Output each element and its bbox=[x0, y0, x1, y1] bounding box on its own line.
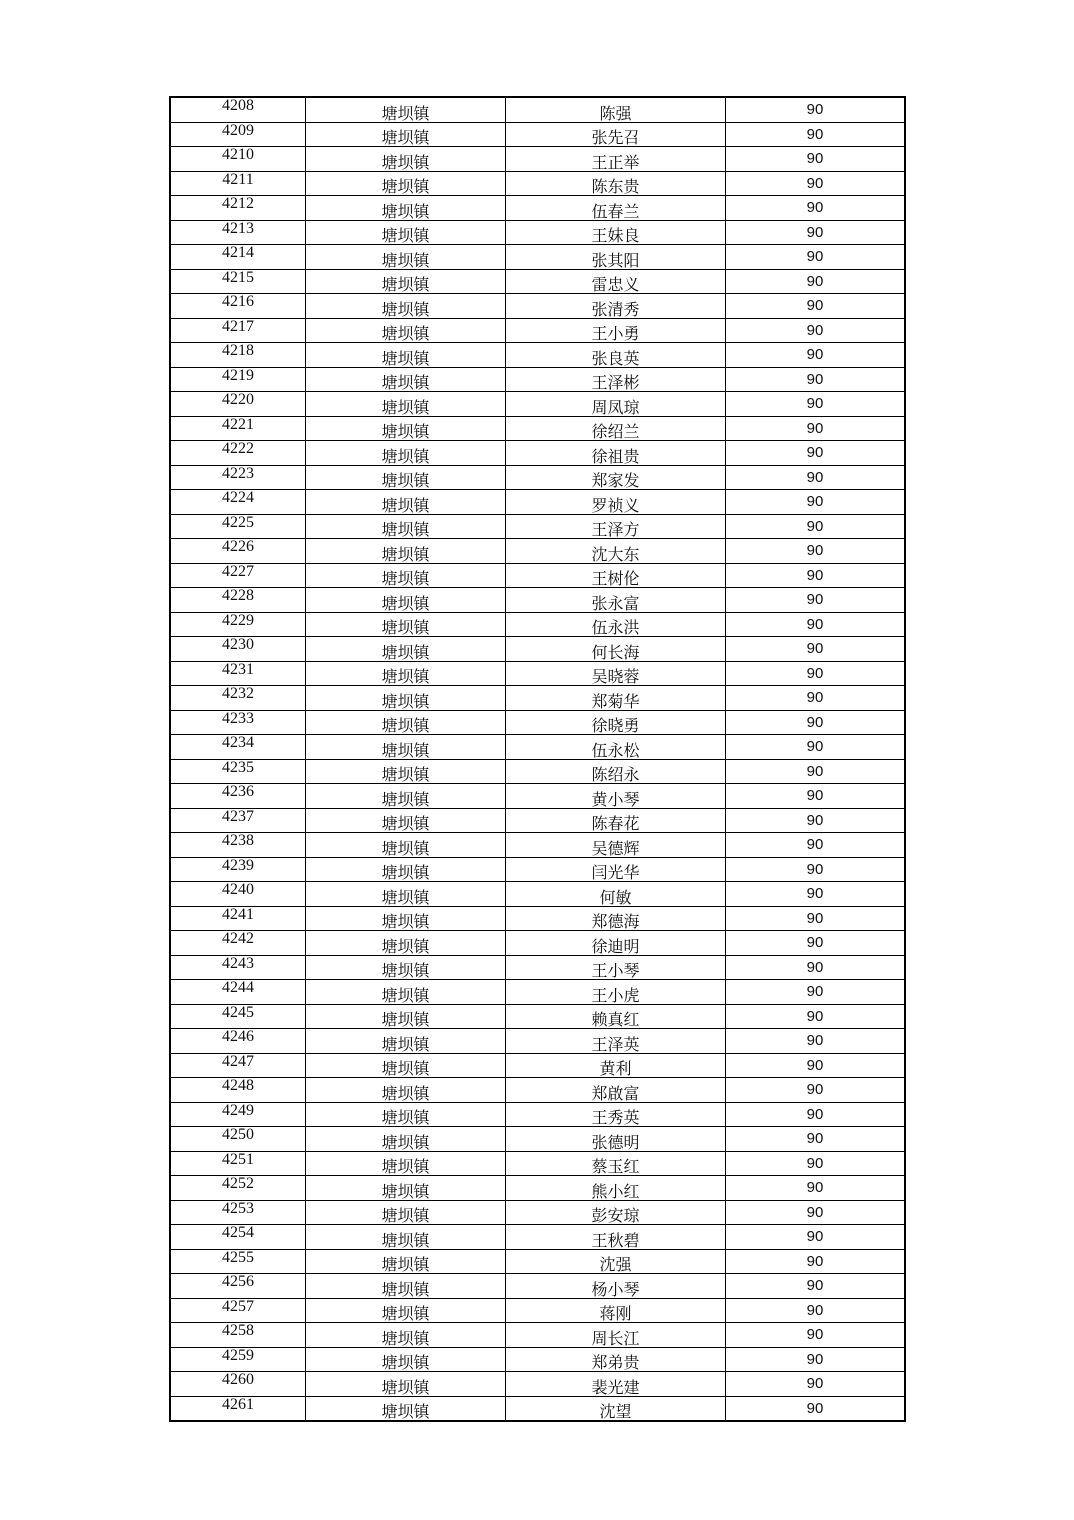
town-cell: 塘坝镇 bbox=[306, 588, 506, 613]
row-number-cell: 4235 bbox=[170, 759, 306, 784]
row-number-cell: 4227 bbox=[170, 563, 306, 588]
name-cell: 杨小琴 bbox=[506, 1274, 726, 1299]
name-cell: 伍永洪 bbox=[506, 612, 726, 637]
row-number-cell: 4261 bbox=[170, 1396, 306, 1421]
row-number-cell: 4229 bbox=[170, 612, 306, 637]
table-row bbox=[170, 1372, 905, 1397]
table-row bbox=[170, 1127, 905, 1152]
table-row bbox=[170, 1298, 905, 1323]
amount-cell: 90 bbox=[726, 269, 906, 294]
table-row bbox=[170, 343, 905, 368]
amount-cell: 90 bbox=[726, 808, 906, 833]
amount-cell: 90 bbox=[726, 1396, 906, 1421]
name-cell: 陈春花 bbox=[506, 808, 726, 833]
row-number-cell: 4236 bbox=[170, 784, 306, 809]
amount-cell: 90 bbox=[726, 980, 906, 1005]
amount-cell: 90 bbox=[726, 1298, 906, 1323]
amount-cell: 90 bbox=[726, 1102, 906, 1127]
town-cell: 塘坝镇 bbox=[306, 955, 506, 980]
row-number-cell: 4252 bbox=[170, 1176, 306, 1201]
town-cell: 塘坝镇 bbox=[306, 661, 506, 686]
name-cell: 沈强 bbox=[506, 1249, 726, 1274]
amount-cell: 90 bbox=[726, 710, 906, 735]
name-cell: 蔡玉红 bbox=[506, 1151, 726, 1176]
name-cell: 彭安琼 bbox=[506, 1200, 726, 1225]
table-row bbox=[170, 1347, 905, 1372]
town-cell: 塘坝镇 bbox=[306, 294, 506, 319]
row-number-cell: 4217 bbox=[170, 318, 306, 343]
row-number-cell: 4215 bbox=[170, 269, 306, 294]
town-cell: 塘坝镇 bbox=[306, 833, 506, 858]
town-cell: 塘坝镇 bbox=[306, 1127, 506, 1152]
row-number-cell: 4253 bbox=[170, 1200, 306, 1225]
town-cell: 塘坝镇 bbox=[306, 416, 506, 441]
row-number-cell: 4241 bbox=[170, 906, 306, 931]
amount-cell: 90 bbox=[726, 882, 906, 907]
name-cell: 郑啟富 bbox=[506, 1078, 726, 1103]
table-row bbox=[170, 416, 905, 441]
name-cell: 王秀英 bbox=[506, 1102, 726, 1127]
table-row bbox=[170, 686, 905, 711]
town-cell: 塘坝镇 bbox=[306, 1029, 506, 1054]
name-cell: 郑菊华 bbox=[506, 686, 726, 711]
town-cell: 塘坝镇 bbox=[306, 980, 506, 1005]
table-row bbox=[170, 784, 905, 809]
table-row bbox=[170, 1053, 905, 1078]
table-row bbox=[170, 759, 905, 784]
row-number-cell: 4232 bbox=[170, 686, 306, 711]
town-cell: 塘坝镇 bbox=[306, 220, 506, 245]
table-row bbox=[170, 269, 905, 294]
town-cell: 塘坝镇 bbox=[306, 1298, 506, 1323]
amount-cell: 90 bbox=[726, 1347, 906, 1372]
town-cell: 塘坝镇 bbox=[306, 637, 506, 662]
amount-cell: 90 bbox=[726, 392, 906, 417]
row-number-cell: 4260 bbox=[170, 1372, 306, 1397]
town-cell: 塘坝镇 bbox=[306, 1274, 506, 1299]
row-number-cell: 4213 bbox=[170, 220, 306, 245]
name-cell: 陈东贵 bbox=[506, 171, 726, 196]
row-number-cell: 4224 bbox=[170, 490, 306, 515]
town-cell: 塘坝镇 bbox=[306, 122, 506, 147]
row-number-cell: 4245 bbox=[170, 1004, 306, 1029]
amount-cell: 90 bbox=[726, 1029, 906, 1054]
amount-cell: 90 bbox=[726, 735, 906, 760]
name-cell: 王泽方 bbox=[506, 514, 726, 539]
row-number-cell: 4220 bbox=[170, 392, 306, 417]
row-number-cell: 4238 bbox=[170, 833, 306, 858]
table-row bbox=[170, 367, 905, 392]
amount-cell: 90 bbox=[726, 1053, 906, 1078]
town-cell: 塘坝镇 bbox=[306, 808, 506, 833]
table-row bbox=[170, 1225, 905, 1250]
amount-cell: 90 bbox=[726, 1372, 906, 1397]
amount-cell: 90 bbox=[726, 1004, 906, 1029]
town-cell: 塘坝镇 bbox=[306, 1078, 506, 1103]
town-cell: 塘坝镇 bbox=[306, 1372, 506, 1397]
amount-cell: 90 bbox=[726, 122, 906, 147]
town-cell: 塘坝镇 bbox=[306, 1249, 506, 1274]
name-cell: 吴晓蓉 bbox=[506, 661, 726, 686]
row-number-cell: 4210 bbox=[170, 147, 306, 172]
name-cell: 王小琴 bbox=[506, 955, 726, 980]
name-cell: 罗祯义 bbox=[506, 490, 726, 515]
name-cell: 王妹良 bbox=[506, 220, 726, 245]
row-number-cell: 4250 bbox=[170, 1127, 306, 1152]
row-number-cell: 4225 bbox=[170, 514, 306, 539]
table-row bbox=[170, 441, 905, 466]
row-number-cell: 4255 bbox=[170, 1249, 306, 1274]
row-number-cell: 4214 bbox=[170, 245, 306, 270]
table-row bbox=[170, 612, 905, 637]
table-row bbox=[170, 1078, 905, 1103]
town-cell: 塘坝镇 bbox=[306, 686, 506, 711]
name-cell: 王泽彬 bbox=[506, 367, 726, 392]
table-row bbox=[170, 857, 905, 882]
amount-cell: 90 bbox=[726, 441, 906, 466]
table-row bbox=[170, 1102, 905, 1127]
name-cell: 吴德辉 bbox=[506, 833, 726, 858]
row-number-cell: 4254 bbox=[170, 1225, 306, 1250]
name-cell: 何长海 bbox=[506, 637, 726, 662]
name-cell: 周长江 bbox=[506, 1323, 726, 1348]
row-number-cell: 4208 bbox=[170, 97, 306, 122]
row-number-cell: 4246 bbox=[170, 1029, 306, 1054]
town-cell: 塘坝镇 bbox=[306, 343, 506, 368]
name-cell: 王泽英 bbox=[506, 1029, 726, 1054]
town-cell: 塘坝镇 bbox=[306, 1225, 506, 1250]
table-row bbox=[170, 563, 905, 588]
amount-cell: 90 bbox=[726, 294, 906, 319]
table-row bbox=[170, 122, 905, 147]
table-row bbox=[170, 710, 905, 735]
row-number-cell: 4249 bbox=[170, 1102, 306, 1127]
town-cell: 塘坝镇 bbox=[306, 514, 506, 539]
amount-cell: 90 bbox=[726, 367, 906, 392]
amount-cell: 90 bbox=[726, 97, 906, 122]
amount-cell: 90 bbox=[726, 465, 906, 490]
name-cell: 张永富 bbox=[506, 588, 726, 613]
town-cell: 塘坝镇 bbox=[306, 612, 506, 637]
name-cell: 王树伦 bbox=[506, 563, 726, 588]
town-cell: 塘坝镇 bbox=[306, 882, 506, 907]
name-cell: 王小虎 bbox=[506, 980, 726, 1005]
row-number-cell: 4248 bbox=[170, 1078, 306, 1103]
name-cell: 闫光华 bbox=[506, 857, 726, 882]
row-number-cell: 4243 bbox=[170, 955, 306, 980]
town-cell: 塘坝镇 bbox=[306, 563, 506, 588]
town-cell: 塘坝镇 bbox=[306, 147, 506, 172]
town-cell: 塘坝镇 bbox=[306, 318, 506, 343]
town-cell: 塘坝镇 bbox=[306, 97, 506, 122]
town-cell: 塘坝镇 bbox=[306, 539, 506, 564]
name-cell: 王小勇 bbox=[506, 318, 726, 343]
table-row bbox=[170, 1323, 905, 1348]
table-row bbox=[170, 1176, 905, 1201]
amount-cell: 90 bbox=[726, 539, 906, 564]
name-cell: 张先召 bbox=[506, 122, 726, 147]
table-row bbox=[170, 1029, 905, 1054]
town-cell: 塘坝镇 bbox=[306, 1151, 506, 1176]
table-row bbox=[170, 1396, 905, 1421]
town-cell: 塘坝镇 bbox=[306, 171, 506, 196]
town-cell: 塘坝镇 bbox=[306, 857, 506, 882]
subsidy-list-table bbox=[169, 96, 906, 1422]
row-number-cell: 4239 bbox=[170, 857, 306, 882]
table-row bbox=[170, 882, 905, 907]
town-cell: 塘坝镇 bbox=[306, 490, 506, 515]
name-cell: 熊小红 bbox=[506, 1176, 726, 1201]
row-number-cell: 4256 bbox=[170, 1274, 306, 1299]
town-cell: 塘坝镇 bbox=[306, 1323, 506, 1348]
name-cell: 王秋碧 bbox=[506, 1225, 726, 1250]
amount-cell: 90 bbox=[726, 563, 906, 588]
table-row bbox=[170, 539, 905, 564]
town-cell: 塘坝镇 bbox=[306, 906, 506, 931]
town-cell: 塘坝镇 bbox=[306, 931, 506, 956]
name-cell: 周凤琼 bbox=[506, 392, 726, 417]
amount-cell: 90 bbox=[726, 661, 906, 686]
name-cell: 黄利 bbox=[506, 1053, 726, 1078]
town-cell: 塘坝镇 bbox=[306, 441, 506, 466]
name-cell: 徐迪明 bbox=[506, 931, 726, 956]
amount-cell: 90 bbox=[726, 612, 906, 637]
town-cell: 塘坝镇 bbox=[306, 784, 506, 809]
table-row bbox=[170, 661, 905, 686]
amount-cell: 90 bbox=[726, 1200, 906, 1225]
row-number-cell: 4244 bbox=[170, 980, 306, 1005]
name-cell: 何敏 bbox=[506, 882, 726, 907]
amount-cell: 90 bbox=[726, 318, 906, 343]
name-cell: 王正举 bbox=[506, 147, 726, 172]
amount-cell: 90 bbox=[726, 906, 906, 931]
name-cell: 徐绍兰 bbox=[506, 416, 726, 441]
row-number-cell: 4251 bbox=[170, 1151, 306, 1176]
town-cell: 塘坝镇 bbox=[306, 710, 506, 735]
name-cell: 郑弟贵 bbox=[506, 1347, 726, 1372]
town-cell: 塘坝镇 bbox=[306, 465, 506, 490]
amount-cell: 90 bbox=[726, 1127, 906, 1152]
row-number-cell: 4226 bbox=[170, 539, 306, 564]
table-row bbox=[170, 392, 905, 417]
town-cell: 塘坝镇 bbox=[306, 392, 506, 417]
amount-cell: 90 bbox=[726, 1078, 906, 1103]
amount-cell: 90 bbox=[726, 1323, 906, 1348]
row-number-cell: 4257 bbox=[170, 1298, 306, 1323]
amount-cell: 90 bbox=[726, 588, 906, 613]
amount-cell: 90 bbox=[726, 220, 906, 245]
table-row bbox=[170, 514, 905, 539]
row-number-cell: 4212 bbox=[170, 196, 306, 221]
name-cell: 陈强 bbox=[506, 97, 726, 122]
amount-cell: 90 bbox=[726, 637, 906, 662]
table-row bbox=[170, 833, 905, 858]
name-cell: 沈大东 bbox=[506, 539, 726, 564]
table-row bbox=[170, 955, 905, 980]
name-cell: 陈绍永 bbox=[506, 759, 726, 784]
town-cell: 塘坝镇 bbox=[306, 1053, 506, 1078]
amount-cell: 90 bbox=[726, 1249, 906, 1274]
table-row bbox=[170, 318, 905, 343]
name-cell: 张德明 bbox=[506, 1127, 726, 1152]
name-cell: 张其阳 bbox=[506, 245, 726, 270]
amount-cell: 90 bbox=[726, 416, 906, 441]
town-cell: 塘坝镇 bbox=[306, 1004, 506, 1029]
table-row bbox=[170, 245, 905, 270]
table-row bbox=[170, 97, 905, 122]
town-cell: 塘坝镇 bbox=[306, 245, 506, 270]
name-cell: 郑家发 bbox=[506, 465, 726, 490]
town-cell: 塘坝镇 bbox=[306, 367, 506, 392]
table-row bbox=[170, 465, 905, 490]
amount-cell: 90 bbox=[726, 931, 906, 956]
row-number-cell: 4233 bbox=[170, 710, 306, 735]
town-cell: 塘坝镇 bbox=[306, 759, 506, 784]
name-cell: 赖真红 bbox=[506, 1004, 726, 1029]
amount-cell: 90 bbox=[726, 833, 906, 858]
amount-cell: 90 bbox=[726, 784, 906, 809]
name-cell: 郑德海 bbox=[506, 906, 726, 931]
table-row bbox=[170, 808, 905, 833]
name-cell: 伍春兰 bbox=[506, 196, 726, 221]
table-row bbox=[170, 171, 905, 196]
row-number-cell: 4247 bbox=[170, 1053, 306, 1078]
name-cell: 沈望 bbox=[506, 1396, 726, 1421]
table-row bbox=[170, 1200, 905, 1225]
town-cell: 塘坝镇 bbox=[306, 735, 506, 760]
amount-cell: 90 bbox=[726, 171, 906, 196]
row-number-cell: 4219 bbox=[170, 367, 306, 392]
row-number-cell: 4223 bbox=[170, 465, 306, 490]
row-number-cell: 4259 bbox=[170, 1347, 306, 1372]
town-cell: 塘坝镇 bbox=[306, 196, 506, 221]
name-cell: 雷忠义 bbox=[506, 269, 726, 294]
table-row bbox=[170, 220, 905, 245]
amount-cell: 90 bbox=[726, 1225, 906, 1250]
amount-cell: 90 bbox=[726, 1176, 906, 1201]
row-number-cell: 4237 bbox=[170, 808, 306, 833]
row-number-cell: 4230 bbox=[170, 637, 306, 662]
amount-cell: 90 bbox=[726, 490, 906, 515]
town-cell: 塘坝镇 bbox=[306, 1347, 506, 1372]
row-number-cell: 4222 bbox=[170, 441, 306, 466]
row-number-cell: 4221 bbox=[170, 416, 306, 441]
table-row bbox=[170, 588, 905, 613]
table-row bbox=[170, 196, 905, 221]
row-number-cell: 4211 bbox=[170, 171, 306, 196]
amount-cell: 90 bbox=[726, 343, 906, 368]
amount-cell: 90 bbox=[726, 857, 906, 882]
amount-cell: 90 bbox=[726, 686, 906, 711]
table-row bbox=[170, 1151, 905, 1176]
row-number-cell: 4209 bbox=[170, 122, 306, 147]
table-row bbox=[170, 1249, 905, 1274]
amount-cell: 90 bbox=[726, 514, 906, 539]
row-number-cell: 4242 bbox=[170, 931, 306, 956]
name-cell: 张良英 bbox=[506, 343, 726, 368]
table-row bbox=[170, 931, 905, 956]
table-row bbox=[170, 637, 905, 662]
name-cell: 徐祖贵 bbox=[506, 441, 726, 466]
town-cell: 塘坝镇 bbox=[306, 1396, 506, 1421]
town-cell: 塘坝镇 bbox=[306, 1102, 506, 1127]
table-row bbox=[170, 147, 905, 172]
table-row bbox=[170, 1004, 905, 1029]
amount-cell: 90 bbox=[726, 759, 906, 784]
name-cell: 蒋刚 bbox=[506, 1298, 726, 1323]
amount-cell: 90 bbox=[726, 245, 906, 270]
table-row bbox=[170, 1274, 905, 1299]
row-number-cell: 4234 bbox=[170, 735, 306, 760]
name-cell: 裴光建 bbox=[506, 1372, 726, 1397]
row-number-cell: 4218 bbox=[170, 343, 306, 368]
table-row bbox=[170, 735, 905, 760]
name-cell: 黄小琴 bbox=[506, 784, 726, 809]
table-row bbox=[170, 294, 905, 319]
table-body bbox=[170, 97, 905, 1421]
table-row bbox=[170, 490, 905, 515]
name-cell: 张清秀 bbox=[506, 294, 726, 319]
name-cell: 伍永松 bbox=[506, 735, 726, 760]
town-cell: 塘坝镇 bbox=[306, 269, 506, 294]
amount-cell: 90 bbox=[726, 196, 906, 221]
town-cell: 塘坝镇 bbox=[306, 1200, 506, 1225]
row-number-cell: 4240 bbox=[170, 882, 306, 907]
row-number-cell: 4216 bbox=[170, 294, 306, 319]
table-row bbox=[170, 906, 905, 931]
amount-cell: 90 bbox=[726, 147, 906, 172]
row-number-cell: 4228 bbox=[170, 588, 306, 613]
name-cell: 徐晓勇 bbox=[506, 710, 726, 735]
amount-cell: 90 bbox=[726, 1151, 906, 1176]
table-row bbox=[170, 980, 905, 1005]
row-number-cell: 4231 bbox=[170, 661, 306, 686]
amount-cell: 90 bbox=[726, 955, 906, 980]
town-cell: 塘坝镇 bbox=[306, 1176, 506, 1201]
amount-cell: 90 bbox=[726, 1274, 906, 1299]
row-number-cell: 4258 bbox=[170, 1323, 306, 1348]
